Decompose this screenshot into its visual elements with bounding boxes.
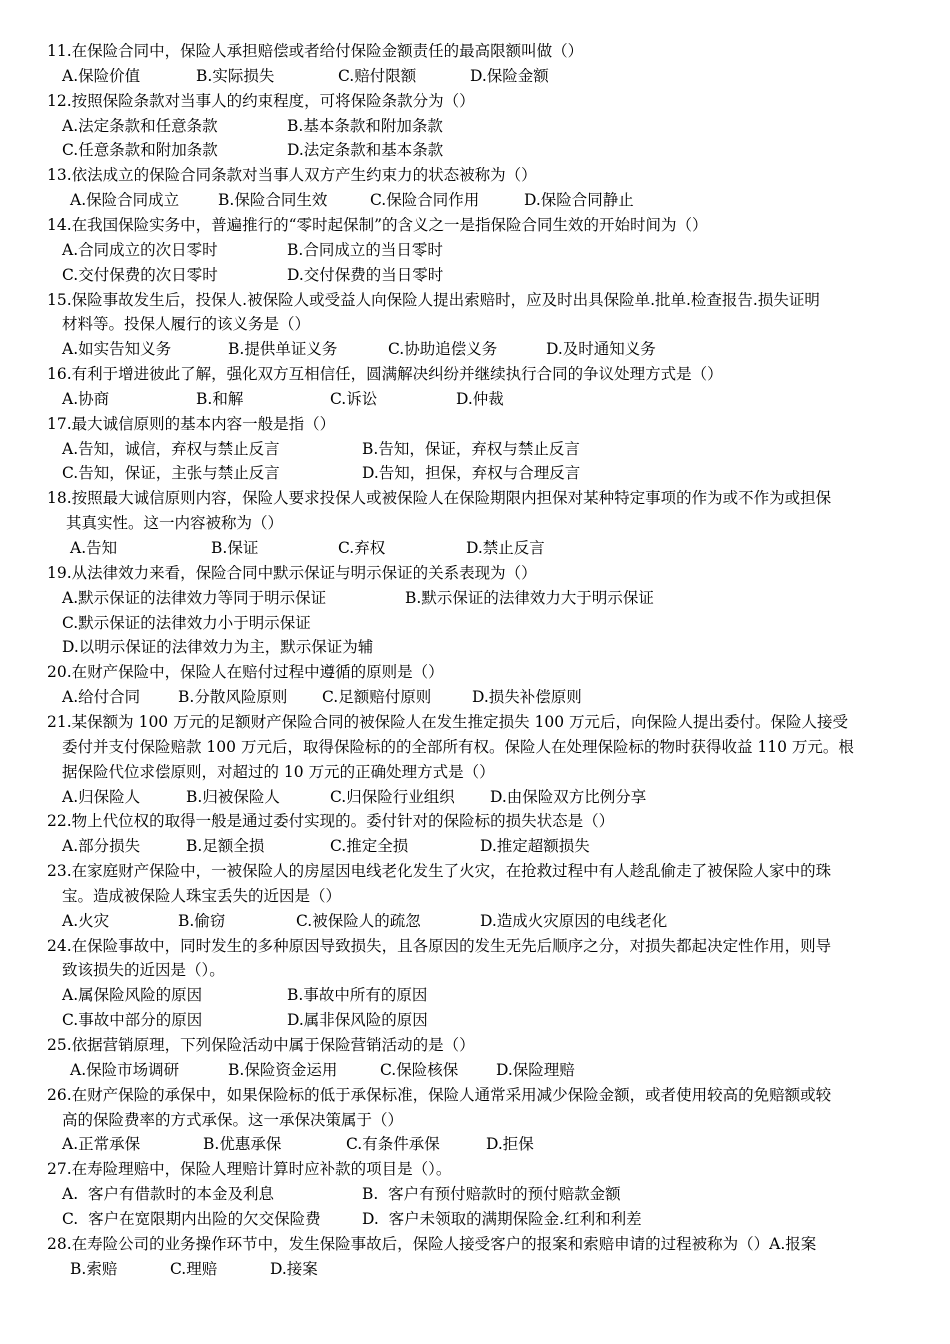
answer-option: D.保险合同静止: [524, 191, 634, 210]
answer-option: C.足额赔付原则: [322, 688, 432, 707]
answer-option: A.如实告知义务: [62, 340, 172, 359]
answer-option: D.造成火灾原因的电线老化: [480, 911, 668, 930]
question-text: 11.在保险合同中，保险人承担赔偿或者给付保险金额责任的最高限额叫做（）: [47, 42, 584, 60]
answer-option: C.保险合同作用: [370, 191, 480, 210]
answer-option: D.接案: [270, 1259, 318, 1278]
text-line: C.默示保证的法律效力小于明示保证: [62, 613, 311, 632]
answer-option: D.保险理赔: [496, 1060, 575, 1079]
question-text: 28.在寿险公司的业务操作环节中，发生保险事故后，保险人接受客户的报案和索赔申请的过程被称为（）A.报案: [47, 1234, 817, 1253]
answer-option: D.损失补偿原则: [472, 688, 582, 707]
answer-option: A.保险合同成立: [70, 191, 180, 210]
answer-option: C.有条件承保: [346, 1135, 440, 1154]
answer-option: C.告知，保证，主张与禁止反言: [62, 464, 280, 483]
question-text: 15.保险事故发生后，投保人.被保险人或受益人向保险人提出索赔时，应及时出具保险单.批单.检查报告.损失证明: [47, 290, 820, 309]
answer-option: B. 客户有预付赔款时的预付赔款金额: [362, 1185, 621, 1204]
answer-option: B.偷窃: [178, 911, 226, 930]
answer-option: A.告知: [70, 539, 118, 557]
answer-option: D.保险金额: [470, 66, 549, 85]
answer-option: B.归被保险人: [186, 787, 280, 806]
answer-option: A.默示保证的法律效力等同于明示保证: [62, 588, 327, 607]
answer-option: A.合同成立的次日零时: [62, 240, 218, 259]
question-text: 13.依法成立的保险合同条款对当事人双方产生约束力的状态被称为（）: [47, 166, 537, 185]
text-line: D.以明示保证的法律效力为主，默示保证为辅: [62, 638, 374, 657]
answer-option: B.实际损失: [196, 66, 275, 85]
question-text: 19.从法律效力来看，保险合同中默示保证与明示保证的关系表现为（）: [47, 563, 537, 582]
question-text: 23.在家庭财产保险中，一被保险人的房屋因电线老化发生了火灾，在抢救过程中有人趁乱偷走了被保险人家中的珠: [47, 862, 832, 881]
question-text: 25.依据营销原理，下列保险活动中属于保险营销活动的是（）: [47, 1036, 475, 1054]
answer-option: B.提供单证义务: [228, 340, 338, 359]
answer-option: B.保险合同生效: [218, 191, 328, 210]
question-text: 14.在我国保险实务中，普遍推行的“零时起保制”的含义之一是指保险合同生效的开始时间为（）: [47, 215, 708, 234]
answer-option: D.及时通知义务: [546, 340, 656, 359]
text-line: 其真实性。这一内容被称为（）: [66, 514, 284, 533]
question-text: 22.物上代位权的取得一般是通过委付实现的。委付针对的保险标的损失状态是（）: [47, 812, 615, 831]
question-text: 27.在寿险理赔中，保险人理赔计算时应补款的项目是（）。: [47, 1160, 452, 1179]
answer-option: C.保险核保: [380, 1060, 459, 1079]
answer-option: D.法定条款和基本条款: [287, 141, 444, 160]
answer-option: A.属保险风险的原因: [62, 986, 203, 1005]
answer-option: B.保险资金运用: [228, 1060, 338, 1079]
answer-option: C.弃权: [338, 539, 386, 557]
answer-option: C.赔付限额: [338, 66, 417, 85]
answer-option: A.告知，诚信，弃权与禁止反言: [62, 439, 280, 458]
answer-option: C.事故中部分的原因: [62, 1011, 203, 1030]
answer-option: C.理赔: [170, 1259, 218, 1278]
question-text: 12.按照保险条款对当事人的约束程度，可将保险条款分为（）: [47, 91, 475, 110]
answer-option: B.合同成立的当日零时: [287, 240, 443, 259]
answer-option: B.告知，保证，弃权与禁止反言: [362, 439, 580, 458]
answer-option: B.优惠承保: [203, 1135, 282, 1154]
question-text: 18.按照最大诚信原则内容，保险人要求投保人或被保险人在保险期限内担保对某种特定事项的作为或不作为或担保: [47, 489, 832, 508]
answer-option: D.告知，担保，弃权与合理反言: [362, 464, 581, 483]
answer-option: A.给付合同: [62, 688, 141, 707]
text-line: 宝。造成被保险人珠宝丢失的近因是（）: [62, 886, 342, 905]
answer-option: A.协商: [62, 389, 110, 408]
answer-option: A.部分损失: [62, 837, 141, 856]
answer-option: D.由保险双方比例分享: [490, 787, 647, 806]
answer-option: A.保险市场调研: [70, 1060, 180, 1079]
answer-option: A.火灾: [62, 911, 110, 930]
answer-option: B.保证: [211, 539, 259, 557]
answer-option: B.和解: [196, 389, 244, 408]
answer-option: C.归保险行业组织: [330, 787, 455, 806]
answer-option: A.正常承保: [62, 1135, 141, 1154]
answer-option: C.推定全损: [330, 837, 409, 856]
question-text: 24.在保险事故中，同时发生的多种原因导致损失，且各原因的发生无先后顺序之分，对损失都起决定性作用，则导: [47, 936, 832, 955]
answer-option: C. 客户在宽限期内出险的欠交保险费: [62, 1209, 321, 1228]
answer-option: B.分散风险原则: [178, 688, 288, 707]
answer-option: D.仲裁: [456, 389, 504, 408]
answer-option: C.交付保费的次日零时: [62, 265, 218, 284]
text-line: 据保险代位求偿原则，对超过的 10 万元的正确处理方式是（）: [62, 762, 495, 781]
text-line: 高的保险费率的方式承保。这一承保决策属于（）: [62, 1110, 404, 1129]
question-text: 20.在财产保险中，保险人在赔付过程中遵循的原则是（）: [47, 663, 444, 682]
text-line: 材料等。投保人履行的该义务是（）: [62, 315, 311, 334]
answer-option: B.事故中所有的原因: [287, 986, 428, 1005]
answer-option: A.法定条款和任意条款: [62, 116, 218, 135]
answer-option: B.索赔: [70, 1259, 118, 1278]
answer-option: D.推定超额损失: [480, 837, 590, 856]
answer-option: D.拒保: [486, 1135, 534, 1154]
answer-option: D.禁止反言: [466, 539, 545, 557]
text-line: 致该损失的近因是（）。: [62, 961, 225, 980]
answer-option: C.协助追偿义务: [388, 340, 498, 359]
answer-option: A.归保险人: [62, 787, 141, 806]
question-text: 17.最大诚信原则的基本内容一般是指（）: [47, 414, 336, 433]
answer-option: A.保险价值: [62, 66, 141, 85]
answer-option: C.诉讼: [330, 389, 378, 408]
question-text: 16.有利于增进彼此了解，强化双方互相信任，圆满解决纠纷并继续执行合同的争议处理方式是（）: [47, 365, 723, 384]
answer-option: B.足额全损: [186, 837, 265, 856]
question-text: 26.在财产保险的承保中，如果保险标的低于承保标准，保险人通常采用减少保险金额，或者使用较高的免赔额或较: [47, 1085, 832, 1104]
answer-option: B.基本条款和附加条款: [287, 116, 443, 135]
answer-option: D.属非保风险的原因: [287, 1011, 428, 1030]
answer-option: A. 客户有借款时的本金及利息: [62, 1185, 274, 1204]
answer-option: D. 客户未领取的满期保险金.红利和利差: [362, 1209, 642, 1228]
question-text: 21.某保额为 100 万元的足额财产保险合同的被保险人在发生推定损失 100 万元后，向保险人提出委付。保险人接受: [47, 712, 849, 731]
answer-option: B.默示保证的法律效力大于明示保证: [405, 588, 654, 607]
answer-option: D.交付保费的当日零时: [287, 265, 444, 284]
text-line: 委付并支付保险赔款 100 万元后，取得保险标的的全部所有权。保险人在处理保险标的物时获得收益 110 万元。根: [62, 737, 854, 756]
answer-option: C.任意条款和附加条款: [62, 141, 218, 160]
answer-option: C.被保险人的疏忽: [296, 911, 421, 930]
